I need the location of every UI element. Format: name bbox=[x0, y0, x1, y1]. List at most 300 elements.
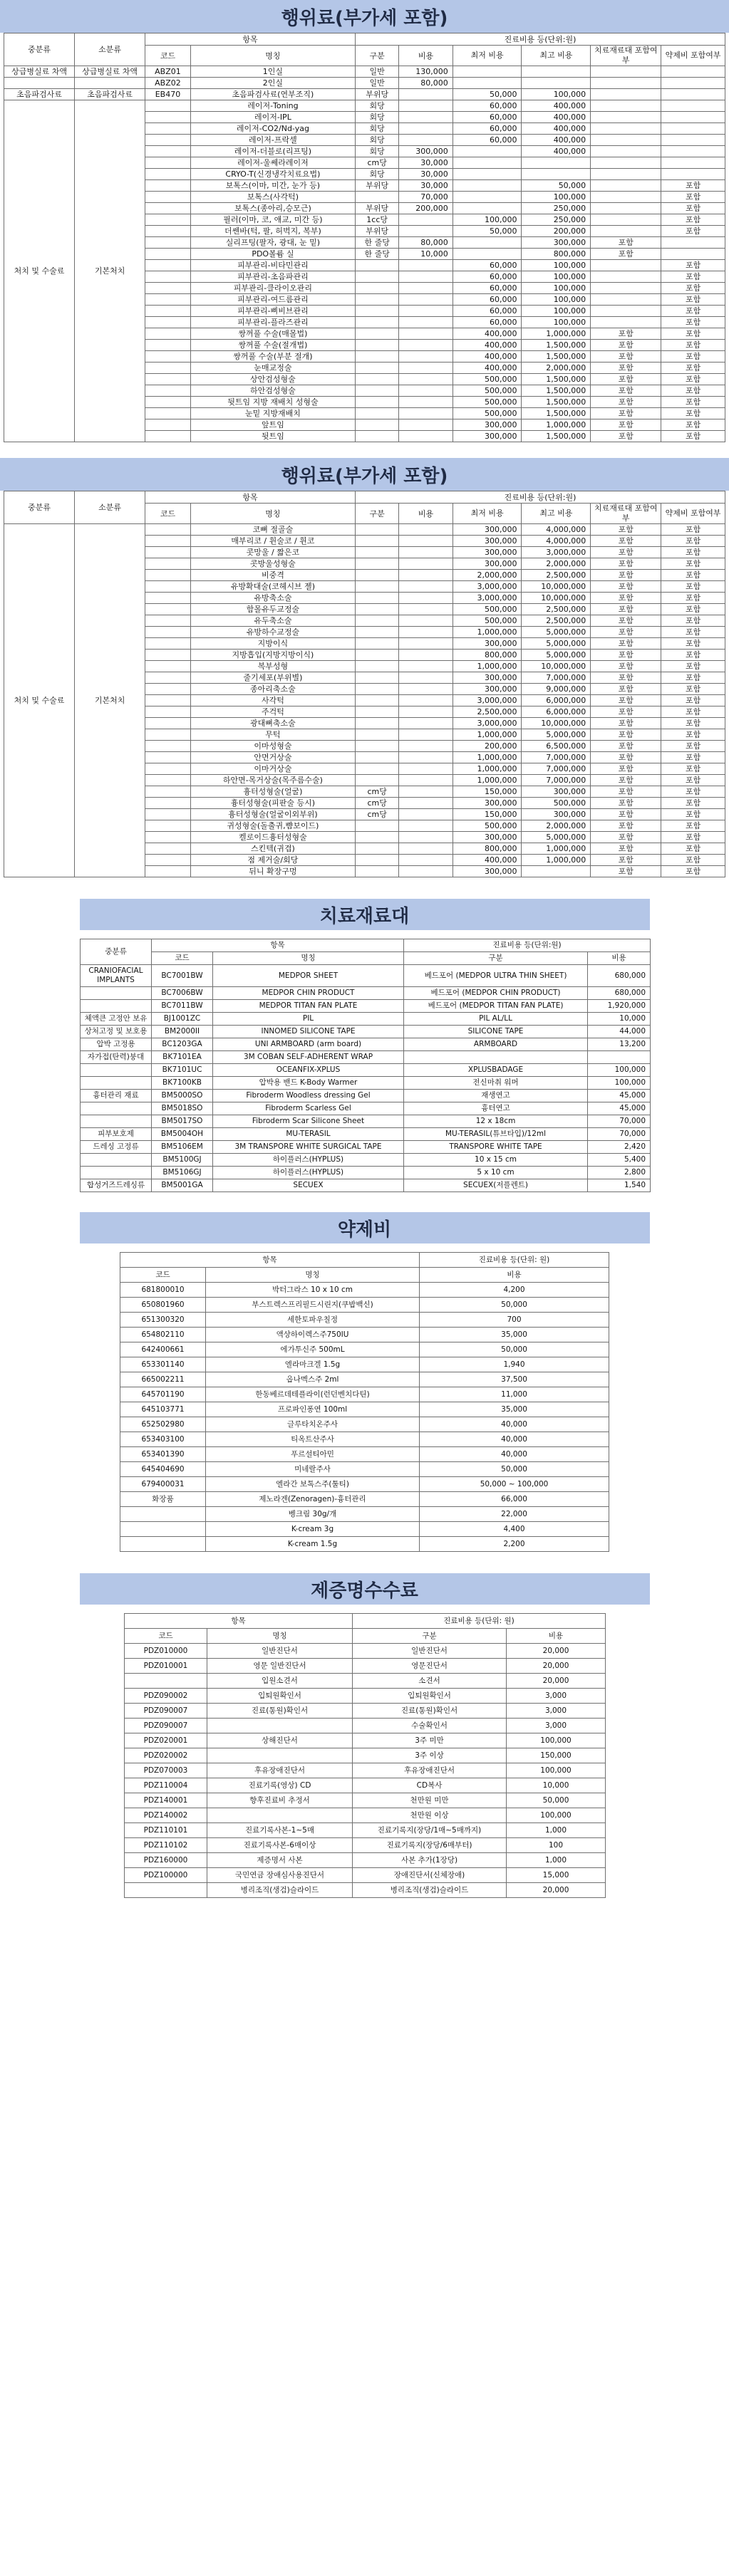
material-included: 포함 bbox=[591, 706, 661, 718]
code: PDZ090002 bbox=[125, 1689, 207, 1704]
max-cost: 100,000 bbox=[522, 306, 591, 317]
cost: 50,000 bbox=[420, 1462, 609, 1477]
item-name: 쌍꺼풀 수술(부분 절개) bbox=[190, 351, 355, 363]
cost bbox=[399, 786, 453, 798]
item-name: 보톡스(종아리,승모근) bbox=[190, 203, 355, 214]
code bbox=[120, 1507, 206, 1522]
cost bbox=[399, 604, 453, 615]
kind bbox=[355, 397, 398, 408]
drug-included: 포함 bbox=[661, 843, 725, 855]
material-included bbox=[591, 78, 661, 89]
item-name: 레이저-울쎄라레이저 bbox=[190, 157, 355, 169]
header-fee: 진료비용 등(단위: 원) bbox=[353, 1614, 606, 1629]
code: BM5106GJ bbox=[152, 1167, 213, 1179]
material-included: 포함 bbox=[591, 536, 661, 547]
item-name: K-cream 1.5g bbox=[206, 1537, 420, 1552]
middle-category: 흉터관리 재료 bbox=[81, 1090, 152, 1102]
cost: 10,000 bbox=[399, 249, 453, 260]
kind: 입퇴원확인서 bbox=[353, 1689, 507, 1704]
material-included: 포함 bbox=[591, 593, 661, 604]
material-included: 포함 bbox=[591, 328, 661, 340]
cost bbox=[399, 581, 453, 593]
middle-category bbox=[81, 1167, 152, 1179]
max-cost: 7,000,000 bbox=[522, 775, 591, 786]
middle-category: 상처고정 및 보호용 bbox=[81, 1026, 152, 1038]
code bbox=[120, 1537, 206, 1552]
drug-included: 포함 bbox=[661, 615, 725, 627]
material-included: 포함 bbox=[591, 786, 661, 798]
drug-included: 포함 bbox=[661, 306, 725, 317]
max-cost: 7,000,000 bbox=[522, 752, 591, 763]
code bbox=[145, 431, 191, 442]
material-included bbox=[591, 180, 661, 192]
min-cost: 300,000 bbox=[453, 547, 522, 558]
code bbox=[145, 718, 191, 729]
item-name: 점 제거술/회당 bbox=[190, 855, 355, 866]
item-name: 압박용 밴드 K-Body Warmer bbox=[213, 1077, 404, 1090]
table-row bbox=[81, 1115, 651, 1128]
kind bbox=[355, 866, 398, 877]
kind bbox=[355, 306, 398, 317]
code: PDZ020002 bbox=[125, 1748, 207, 1763]
kind bbox=[355, 328, 398, 340]
material-included: 포함 bbox=[591, 408, 661, 419]
cost bbox=[399, 672, 453, 684]
code bbox=[145, 192, 191, 203]
drug-included: 포함 bbox=[661, 408, 725, 419]
code: BK7101UC bbox=[152, 1064, 213, 1077]
item-name: 벵크림 30g/개 bbox=[206, 1507, 420, 1522]
min-cost: 60,000 bbox=[453, 112, 522, 123]
kind bbox=[355, 706, 398, 718]
table-row bbox=[81, 1013, 651, 1026]
material-included: 포함 bbox=[591, 775, 661, 786]
item-name: 옵나멕스주 2ml bbox=[206, 1372, 420, 1387]
drug-included: 포함 bbox=[661, 397, 725, 408]
drug-included: 포함 bbox=[661, 627, 725, 638]
drug-included: 포함 bbox=[661, 351, 725, 363]
item-name: 하이플러스(HYPLUS) bbox=[213, 1167, 404, 1179]
max-cost: 10,000,000 bbox=[522, 661, 591, 672]
cost bbox=[399, 547, 453, 558]
code bbox=[145, 408, 191, 419]
code bbox=[145, 866, 191, 877]
min-cost bbox=[453, 192, 522, 203]
min-cost: 1,000,000 bbox=[453, 752, 522, 763]
kind: 부위당 bbox=[355, 180, 398, 192]
table-row bbox=[120, 1298, 609, 1313]
cost bbox=[399, 112, 453, 123]
code bbox=[145, 627, 191, 638]
cost bbox=[399, 650, 453, 661]
material-included: 포함 bbox=[591, 363, 661, 374]
kind: 장애진단서(신체장애) bbox=[353, 1868, 507, 1883]
kind bbox=[355, 775, 398, 786]
middle-category bbox=[81, 1000, 152, 1013]
material-included bbox=[591, 306, 661, 317]
item-name: 일반진단서 bbox=[207, 1644, 353, 1659]
item-name: Fibroderm Scar Silicone Sheet bbox=[213, 1115, 404, 1128]
max-cost: 6,000,000 bbox=[522, 695, 591, 706]
min-cost: 60,000 bbox=[453, 100, 522, 112]
cost: 11,000 bbox=[420, 1387, 609, 1402]
header-material: 치료재료대 포함여부 bbox=[591, 46, 661, 66]
table-row bbox=[125, 1674, 606, 1689]
item-name: 흉터성형술(얼굴이외부위) bbox=[190, 809, 355, 820]
table-row bbox=[120, 1432, 609, 1447]
max-cost: 400,000 bbox=[522, 146, 591, 157]
header-middle-category: 중분류 bbox=[81, 939, 152, 965]
drug-included bbox=[661, 237, 725, 249]
code bbox=[145, 798, 191, 809]
cost bbox=[399, 214, 453, 226]
code bbox=[145, 832, 191, 843]
min-cost: 400,000 bbox=[453, 855, 522, 866]
kind bbox=[355, 192, 398, 203]
max-cost: 7,000,000 bbox=[522, 672, 591, 684]
header-fee: 진료비용 등(단위:원) bbox=[404, 939, 651, 952]
cost bbox=[399, 363, 453, 374]
material-included: 포함 bbox=[591, 695, 661, 706]
max-cost: 2,000,000 bbox=[522, 820, 591, 832]
header-kind: 구분 bbox=[404, 952, 588, 965]
cost: 66,000 bbox=[420, 1492, 609, 1507]
max-cost: 100,000 bbox=[522, 89, 591, 100]
cost bbox=[399, 570, 453, 581]
cost bbox=[399, 294, 453, 306]
item-name: CRYO-T(신경냉각치료요법) bbox=[190, 169, 355, 180]
cost: 4,200 bbox=[420, 1283, 609, 1298]
kind bbox=[355, 558, 398, 570]
item-name: 진료기록(영상) CD bbox=[207, 1778, 353, 1793]
kind bbox=[355, 294, 398, 306]
code bbox=[145, 524, 191, 536]
code bbox=[145, 650, 191, 661]
table-row bbox=[4, 524, 725, 536]
kind: 회당 bbox=[355, 169, 398, 180]
code: PDZ110102 bbox=[125, 1838, 207, 1853]
kind bbox=[355, 672, 398, 684]
code bbox=[145, 809, 191, 820]
code: 653403100 bbox=[120, 1432, 206, 1447]
code: BM5100GJ bbox=[152, 1154, 213, 1167]
min-cost: 60,000 bbox=[453, 294, 522, 306]
code: BM2000II bbox=[152, 1026, 213, 1038]
middle-category: 합성거즈드레싱류 bbox=[81, 1179, 152, 1192]
header-fee: 진료비용 등(단위:원) bbox=[355, 33, 725, 46]
table-row bbox=[120, 1328, 609, 1342]
item-name: 비중격 bbox=[190, 570, 355, 581]
kind: 일반진단서 bbox=[353, 1644, 507, 1659]
middle-category: 처치 및 수술료 bbox=[4, 100, 75, 442]
cost: 5,400 bbox=[588, 1154, 651, 1167]
material-included: 포함 bbox=[591, 397, 661, 408]
header-item: 항목 bbox=[125, 1614, 353, 1629]
cost: 37,500 bbox=[420, 1372, 609, 1387]
code bbox=[145, 271, 191, 283]
code bbox=[145, 351, 191, 363]
item-name: 영문 일반진단서 bbox=[207, 1659, 353, 1674]
material-included: 포함 bbox=[591, 729, 661, 741]
header-code: 코드 bbox=[145, 46, 191, 66]
max-cost: 100,000 bbox=[522, 283, 591, 294]
max-cost: 1,500,000 bbox=[522, 351, 591, 363]
item-name: 복부성형 bbox=[190, 661, 355, 672]
min-cost bbox=[453, 78, 522, 89]
item-name: 광대뼈축소술 bbox=[190, 718, 355, 729]
kind: 12 x 18cm bbox=[404, 1115, 588, 1128]
header-name: 명칭 bbox=[190, 46, 355, 66]
item-name: 하안검성형술 bbox=[190, 385, 355, 397]
table-row bbox=[81, 1064, 651, 1077]
table-row bbox=[81, 1038, 651, 1051]
code bbox=[125, 1674, 207, 1689]
item-name: 초음파검사료(연부조직) bbox=[190, 89, 355, 100]
drug-included bbox=[661, 249, 725, 260]
item-name: MEDPOR TITAN FAN PLATE bbox=[213, 1000, 404, 1013]
kind: 3주 이상 bbox=[353, 1748, 507, 1763]
max-cost bbox=[522, 169, 591, 180]
drug-included: 포함 bbox=[661, 524, 725, 536]
code: BK7101EA bbox=[152, 1051, 213, 1064]
max-cost: 100,000 bbox=[522, 260, 591, 271]
header-max: 최고 비용 bbox=[522, 46, 591, 66]
material-included bbox=[591, 226, 661, 237]
drug-included bbox=[661, 157, 725, 169]
material-included: 포함 bbox=[591, 752, 661, 763]
header-item: 항목 bbox=[120, 1253, 420, 1268]
item-name: PDO볼륨 실 bbox=[190, 249, 355, 260]
cost bbox=[399, 271, 453, 283]
item-name: 종아리축소술 bbox=[190, 684, 355, 695]
drug-included: 포함 bbox=[661, 798, 725, 809]
code: PDZ100000 bbox=[125, 1868, 207, 1883]
item-name: 입원소견서 bbox=[207, 1674, 353, 1689]
cost bbox=[399, 317, 453, 328]
header-cost: 비용 bbox=[420, 1268, 609, 1283]
code bbox=[145, 397, 191, 408]
kind: 5 x 10 cm bbox=[404, 1167, 588, 1179]
table-row bbox=[120, 1372, 609, 1387]
cost: 45,000 bbox=[588, 1102, 651, 1115]
material-included: 포함 bbox=[591, 718, 661, 729]
item-name: 코뼈 절골술 bbox=[190, 524, 355, 536]
item-name: 이마성형술 bbox=[190, 741, 355, 752]
procedure-fee-table-1 bbox=[4, 33, 725, 442]
header-drug: 약제비 포함여부 bbox=[661, 46, 725, 66]
code: BM5000SO bbox=[152, 1090, 213, 1102]
item-name: 지방흡입(지방지방이식) bbox=[190, 650, 355, 661]
min-cost: 1,000,000 bbox=[453, 627, 522, 638]
kind: cm당 bbox=[355, 798, 398, 809]
min-cost: 60,000 bbox=[453, 123, 522, 135]
cost bbox=[399, 260, 453, 271]
drug-included: 포함 bbox=[661, 638, 725, 650]
kind bbox=[355, 604, 398, 615]
cost: 70,000 bbox=[588, 1115, 651, 1128]
item-name: 뒷트임 지방 재배치 성형술 bbox=[190, 397, 355, 408]
max-cost: 1,000,000 bbox=[522, 843, 591, 855]
kind: SILICONE TAPE bbox=[404, 1026, 588, 1038]
kind: MU-TERASIL(튜브타입)/12ml bbox=[404, 1128, 588, 1141]
cost: 70,000 bbox=[399, 192, 453, 203]
cost bbox=[399, 419, 453, 431]
item-name: 눈밑 지방재배치 bbox=[190, 408, 355, 419]
code bbox=[145, 328, 191, 340]
material-included: 포함 bbox=[591, 684, 661, 695]
item-name: 제증명서 사본 bbox=[207, 1853, 353, 1868]
code bbox=[145, 146, 191, 157]
item-name: 귀성형술(돌출귀,뺨보이드) bbox=[190, 820, 355, 832]
table-row bbox=[81, 1179, 651, 1192]
middle-category bbox=[81, 1077, 152, 1090]
max-cost: 1,000,000 bbox=[522, 328, 591, 340]
code bbox=[145, 741, 191, 752]
table-row bbox=[120, 1313, 609, 1328]
material-included bbox=[591, 294, 661, 306]
kind: XPLUSBADAGE bbox=[404, 1064, 588, 1077]
cost bbox=[399, 775, 453, 786]
min-cost bbox=[453, 66, 522, 78]
material-included bbox=[591, 169, 661, 180]
kind bbox=[355, 661, 398, 672]
material-included bbox=[591, 135, 661, 146]
min-cost: 300,000 bbox=[453, 431, 522, 442]
code bbox=[145, 214, 191, 226]
item-name: 필러(이마, 코, 애교, 미간 등) bbox=[190, 214, 355, 226]
item-name: 눈매교정술 bbox=[190, 363, 355, 374]
cost: 30,000 bbox=[399, 169, 453, 180]
drug-included: 포함 bbox=[661, 650, 725, 661]
drug-included: 포함 bbox=[661, 385, 725, 397]
max-cost: 800,000 bbox=[522, 249, 591, 260]
table-row bbox=[81, 1090, 651, 1102]
header-min: 최저 비용 bbox=[453, 46, 522, 66]
min-cost bbox=[453, 157, 522, 169]
cost bbox=[399, 536, 453, 547]
item-name: 콧망울 / 짧은코 bbox=[190, 547, 355, 558]
cost bbox=[399, 661, 453, 672]
max-cost: 1,500,000 bbox=[522, 408, 591, 419]
max-cost: 1,500,000 bbox=[522, 340, 591, 351]
kind bbox=[355, 741, 398, 752]
cost: 45,000 bbox=[588, 1090, 651, 1102]
min-cost: 300,000 bbox=[453, 866, 522, 877]
kind: 후유장애진단서 bbox=[353, 1763, 507, 1778]
header-material: 치료재료대 포함여부 bbox=[591, 504, 661, 524]
item-name: 하이플러스(HYPLUS) bbox=[213, 1154, 404, 1167]
kind bbox=[355, 419, 398, 431]
drug-included: 포함 bbox=[661, 536, 725, 547]
cost: 130,000 bbox=[399, 66, 453, 78]
code: 645103771 bbox=[120, 1402, 206, 1417]
item-name: MEDPOR CHIN PRODUCT bbox=[213, 987, 404, 1000]
cost: 300,000 bbox=[399, 146, 453, 157]
material-included: 포함 bbox=[591, 672, 661, 684]
code: PDZ070003 bbox=[125, 1763, 207, 1778]
header-item: 항목 bbox=[152, 939, 404, 952]
header-max: 최고 비용 bbox=[522, 504, 591, 524]
item-name: 지방이식 bbox=[190, 638, 355, 650]
kind bbox=[355, 855, 398, 866]
table-row bbox=[81, 1051, 651, 1064]
cost: 100,000 bbox=[588, 1064, 651, 1077]
max-cost: 9,000,000 bbox=[522, 684, 591, 695]
material-included bbox=[591, 192, 661, 203]
code bbox=[145, 180, 191, 192]
code: BC7011BW bbox=[152, 1000, 213, 1013]
code bbox=[145, 226, 191, 237]
code: PDZ110004 bbox=[125, 1778, 207, 1793]
kind: 3주 미만 bbox=[353, 1733, 507, 1748]
kind bbox=[355, 638, 398, 650]
cost: 2,800 bbox=[588, 1167, 651, 1179]
item-name: 하안면-목거상술(목주름수술) bbox=[190, 775, 355, 786]
material-included bbox=[591, 66, 661, 78]
min-cost bbox=[453, 237, 522, 249]
drug-included: 포함 bbox=[661, 866, 725, 877]
kind: 베드포어 (MEDPOR TITAN FAN PLATE) bbox=[404, 1000, 588, 1013]
material-included: 포함 bbox=[591, 650, 661, 661]
code bbox=[145, 752, 191, 763]
kind bbox=[355, 820, 398, 832]
code bbox=[145, 843, 191, 855]
max-cost: 2,500,000 bbox=[522, 604, 591, 615]
max-cost: 10,000,000 bbox=[522, 581, 591, 593]
code: 642400661 bbox=[120, 1342, 206, 1357]
cost bbox=[399, 798, 453, 809]
item-name: 피부관리-초음파관리 bbox=[190, 271, 355, 283]
code bbox=[145, 706, 191, 718]
kind bbox=[355, 832, 398, 843]
code: 650801960 bbox=[120, 1298, 206, 1313]
header-small-category: 소분류 bbox=[75, 491, 145, 524]
drug-included: 포함 bbox=[661, 317, 725, 328]
cost bbox=[399, 741, 453, 752]
small-category: 초음파검사료 bbox=[75, 89, 145, 100]
material-included bbox=[591, 157, 661, 169]
max-cost: 1,500,000 bbox=[522, 374, 591, 385]
table-row bbox=[81, 987, 651, 1000]
cost bbox=[399, 593, 453, 604]
item-name: 에가투신주 500mL bbox=[206, 1342, 420, 1357]
kind bbox=[355, 627, 398, 638]
material-included: 포함 bbox=[591, 249, 661, 260]
item-name: 쌍꺼풀 수술(매몰법) bbox=[190, 328, 355, 340]
max-cost: 400,000 bbox=[522, 123, 591, 135]
item-name: K-cream 3g bbox=[206, 1522, 420, 1537]
kind: 부위당 bbox=[355, 89, 398, 100]
drug-included bbox=[661, 135, 725, 146]
header-item: 항목 bbox=[145, 33, 356, 46]
table-row bbox=[81, 1141, 651, 1154]
kind: cm당 bbox=[355, 157, 398, 169]
cost bbox=[399, 684, 453, 695]
table-row bbox=[125, 1733, 606, 1748]
item-name: 피부관리-플라즈관리 bbox=[190, 317, 355, 328]
cost: 40,000 bbox=[420, 1432, 609, 1447]
max-cost: 250,000 bbox=[522, 214, 591, 226]
cost: 15,000 bbox=[507, 1868, 606, 1883]
table-row bbox=[125, 1689, 606, 1704]
item-name: 병리조직(생검)슬라이드 bbox=[207, 1883, 353, 1898]
min-cost: 300,000 bbox=[453, 638, 522, 650]
table-row bbox=[125, 1883, 606, 1898]
material-included: 포함 bbox=[591, 581, 661, 593]
item-name: 엘라마크겔 1.5g bbox=[206, 1357, 420, 1372]
cost: 70,000 bbox=[588, 1128, 651, 1141]
cost: 80,000 bbox=[399, 78, 453, 89]
